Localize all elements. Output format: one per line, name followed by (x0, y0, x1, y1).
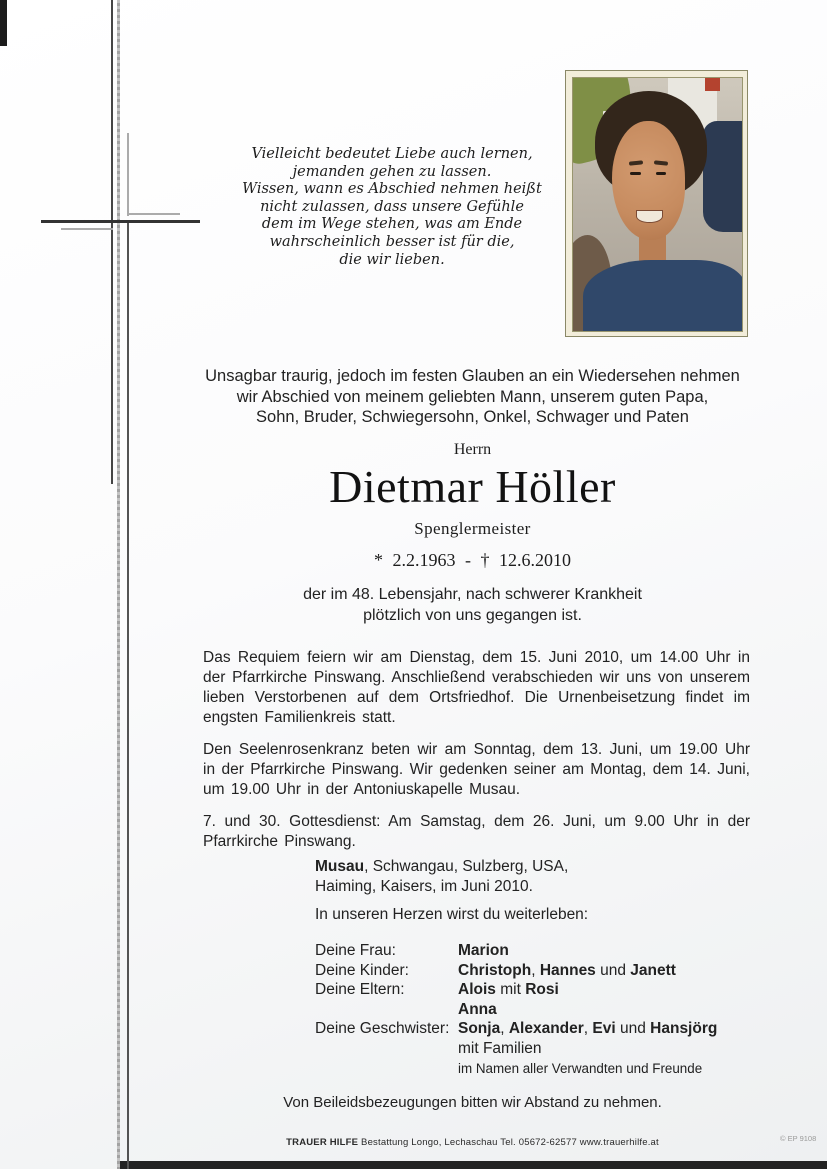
service-information (203, 648, 750, 865)
poem-line: Wissen, wann es Abschied nehmen heißt (242, 181, 542, 198)
funeral-home-footer (118, 1137, 827, 1148)
funeral-home-details: Bestattung Longo, Lechaschau Tel. 05672-62577 www.trauerhilfe.at (358, 1137, 659, 1148)
poem-line: die wir lieben. (339, 251, 445, 268)
family-row (315, 1039, 755, 1059)
family-row (315, 961, 755, 981)
family-relation-label: Deine Kinder: (315, 961, 409, 979)
poem-line: wahrscheinlich besser ist für die, (269, 233, 515, 250)
family-row (315, 1019, 755, 1039)
cross-horizontal-gray-upper-line (128, 213, 180, 215)
announcement-intro (118, 366, 827, 428)
print-code: © EP 9108 (780, 1134, 817, 1143)
age-statement-line: plötzlich von uns gegangen ist. (363, 606, 582, 624)
family-relation-label (315, 1059, 458, 1079)
cross-horizontal-dark-line (41, 220, 200, 223)
condolence-note: Von Beileidsbezeugungen bitten wir Abstand zu nehmen. (283, 1094, 662, 1111)
salutation: Herrn (453, 441, 492, 458)
age-statement (118, 585, 827, 626)
left-eye-shape (630, 172, 640, 176)
service-paragraph: Das Requiem feiern wir am Dienstag, dem 15. Juni 2010, um 14.00 Uhr in der Pfarrkirche Pinswang. Anschließend verabschieden wir uns von unserem lieben Verstorbenen auf dem Ortsfriedhof. Die Urnenbeisetzung findet im engsten Familienkreis statt. (203, 649, 750, 726)
car-shape (703, 121, 743, 232)
service-paragraph: 7. und 30. Gottesdienst: Am Samstag, dem 26. Juni, um 9.00 Uhr in der Pfarrkirche Pinswang. (203, 813, 750, 851)
family-row (315, 941, 755, 961)
announcement-intro-line: wir Abschied von meinem geliebten Mann, unserem guten Papa, (236, 387, 709, 406)
family-names: Anna (458, 1000, 497, 1018)
cross-vertical-dark-lower-line (127, 222, 129, 1169)
truck-detail-shape (705, 78, 720, 91)
service-paragraph: Den Seelenrosenkranz beten wir am Sonntag, dem 13. Juni, um 19.00 Uhr in der Pfarrkirche Pinswang. Wir gedenken seiner am Montag, dem 14. Juni, um 19.00 Uhr in der Antoniuskapelle Musau. (203, 741, 750, 798)
cross-vertical-gray-upper-line (127, 133, 129, 216)
memorial-poem (232, 146, 552, 269)
origin-line: Haiming, Kaisers, im Juni 2010. (315, 877, 533, 895)
family-names: im Namen aller Verwandten und Freunde (458, 1060, 703, 1076)
family-names: Christoph, Hannes und Janett (458, 961, 676, 979)
shirt-shape (583, 260, 743, 332)
family-names: Sonja, Alexander, Evi und Hansjörg (458, 1020, 718, 1038)
origin-line: Musau, Schwangau, Sulzberg, USA, (315, 858, 569, 875)
family-relation-label: Deine Frau: (315, 942, 396, 959)
family-relation-label (315, 1000, 458, 1020)
scan-edge-top-left (0, 0, 7, 46)
scan-edge-bottom (118, 1161, 827, 1169)
deceased-profession: Spenglermeister (414, 519, 531, 538)
remembrance-line: In unseren Herzen wirst du weiterleben: (315, 906, 589, 923)
announcement-intro-line: Unsagbar traurig, jedoch im festen Glauben an ein Wiedersehen nehmen (205, 367, 740, 385)
birth-death-dates: * 2.2.1963 - † 12.6.2010 (374, 550, 571, 570)
poem-line: dem im Wege stehen, was am Ende (261, 216, 523, 233)
poem-line: jemanden gehen zu lassen. (292, 163, 492, 180)
family-names: Alois mit Rosi (458, 981, 559, 999)
age-statement-line: der im 48. Lebensjahr, nach schwerer Krankheit (303, 586, 642, 603)
poem-line: Vielleicht bedeutet Liebe auch lernen, (251, 146, 533, 162)
family-relation-label: Deine Geschwister: (315, 1020, 450, 1038)
family-names: mit Familien (458, 1039, 542, 1057)
family-row (315, 1059, 755, 1079)
portrait-photo-image (572, 77, 743, 332)
portrait-photo (565, 70, 748, 337)
right-eye-shape (656, 172, 666, 176)
family-row (315, 1000, 755, 1020)
family-relation-label: Deine Eltern: (315, 981, 405, 999)
family-row (315, 980, 755, 1000)
poem-line: nicht zulassen, dass unsere Gefühle (260, 198, 524, 215)
family-relation-label (315, 1039, 458, 1059)
cross-vertical-dark-line (111, 0, 113, 484)
smile-shape (636, 210, 663, 223)
announcement-intro-line: Sohn, Bruder, Schwiegersohn, Onkel, Schwager und Paten (256, 408, 689, 427)
deceased-name: Dietmar Höller (329, 461, 616, 512)
cross-horizontal-gray-lower-line (61, 228, 113, 230)
origin-places (315, 857, 568, 896)
family-names: Marion (458, 942, 509, 959)
funeral-home-brand: TRAUER HILFE (286, 1137, 359, 1148)
family-list (315, 941, 755, 1078)
